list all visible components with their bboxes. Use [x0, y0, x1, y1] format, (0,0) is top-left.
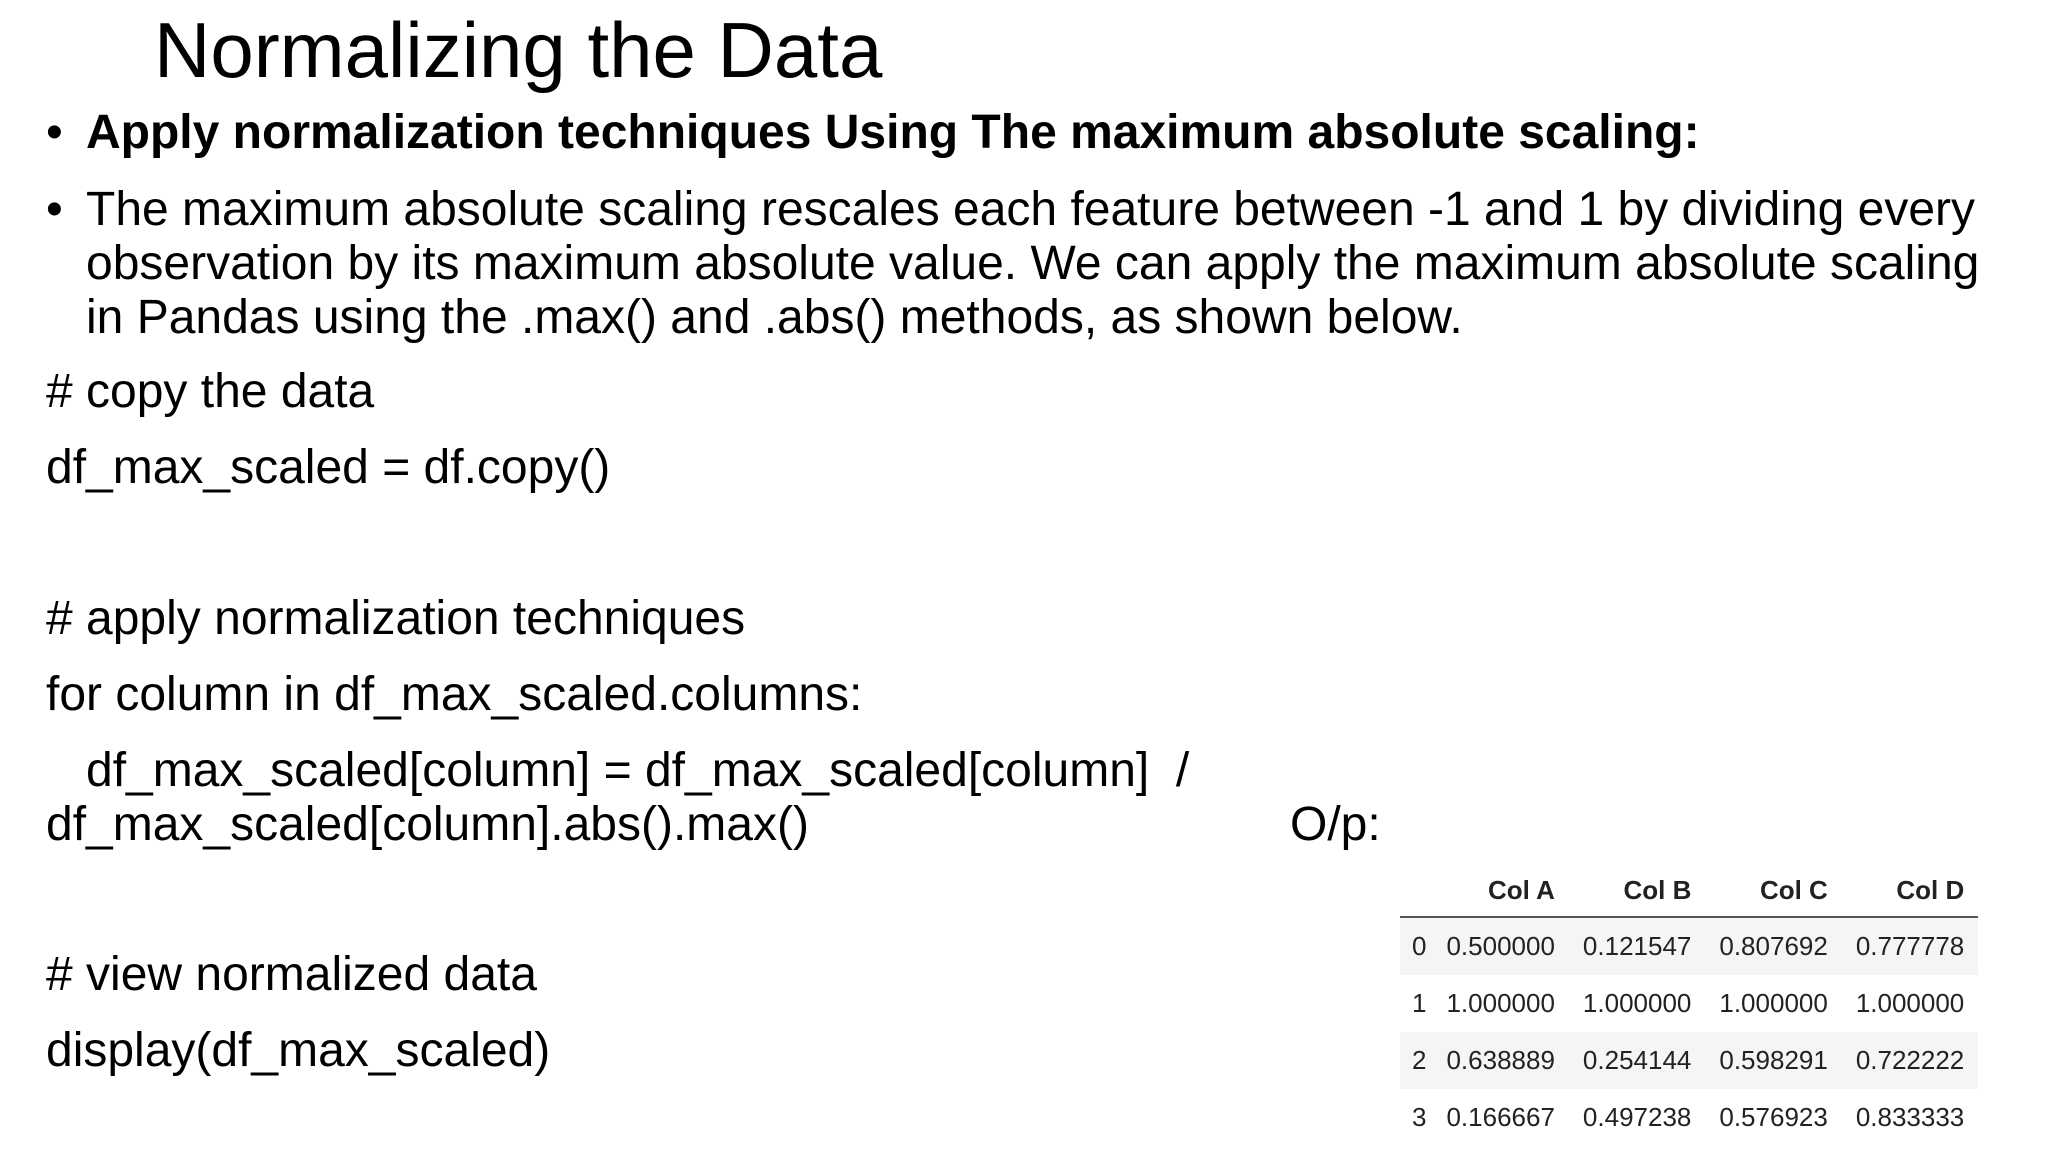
- table-header-cell: Col A: [1432, 866, 1568, 917]
- table-row-index: 3: [1412, 1102, 1427, 1132]
- table-cell: 1.000000: [1446, 988, 1555, 1018]
- dataframe-output-table: [1400, 866, 1978, 1146]
- table-row: [1400, 917, 1978, 975]
- code-for-loop: for column in df_max_scaled.columns:: [46, 668, 863, 721]
- output-label: O/p:: [1290, 798, 1381, 851]
- table-row-index: 0: [1400, 917, 1432, 975]
- table-row: [1400, 1089, 1978, 1146]
- table-cell: 0.497238: [1582, 1102, 1692, 1132]
- bullet-text-heading: Apply normalization techniques Using The maximum absolute scaling:: [86, 106, 1700, 159]
- table-row-index: 1: [1412, 988, 1427, 1018]
- table-cell: 0.638889: [1432, 1032, 1568, 1089]
- table-cell: 0.166667: [1446, 1102, 1555, 1132]
- table-cell: 1.000000: [1582, 988, 1692, 1018]
- code-display-call: display(df_max_scaled): [46, 1024, 551, 1077]
- table-cell: 1.000000: [1855, 988, 1965, 1018]
- table-row: [1400, 1032, 1978, 1089]
- table-header-cell: Col D: [1842, 866, 1978, 917]
- table-header-cell: Col B: [1569, 866, 1705, 917]
- table-cell: 0.722222: [1842, 1032, 1978, 1089]
- table-header-row: [1400, 866, 1978, 917]
- code-copy-statement: df_max_scaled = df.copy(): [46, 441, 611, 494]
- code-comment-view: # view normalized data: [46, 948, 537, 1001]
- table-header-index: [1400, 866, 1432, 917]
- code-comment-copy: # copy the data: [46, 365, 375, 418]
- code-assignment-continued: df_max_scaled[column].abs().max(): [46, 798, 809, 851]
- slide-title: Normalizing the Data: [154, 6, 883, 94]
- table-cell: 0.833333: [1855, 1102, 1965, 1132]
- bullet-item-heading: [46, 106, 1700, 160]
- table-cell: 0.807692: [1705, 917, 1841, 975]
- table-cell: 0.598291: [1705, 1032, 1841, 1089]
- bullet-text-description: The maximum absolute scaling rescales each feature between -1 and 1 by dividing every observation by its maximum absolute value. We can apply the maximum absolute scaling in Pandas using the .max() and .abs() methods, as shown below.: [86, 183, 1980, 344]
- bullet-item-description: [46, 183, 2006, 345]
- bullet-dot: •: [46, 106, 63, 159]
- table-header-cell: Col C: [1705, 866, 1841, 917]
- table-cell: 0.500000: [1432, 917, 1568, 975]
- table-cell: 1.000000: [1719, 988, 1828, 1018]
- code-assignment: df_max_scaled[column] = df_max_scaled[column] /: [46, 744, 1190, 797]
- table-row: [1400, 975, 1978, 1032]
- table-row-index: 2: [1400, 1032, 1432, 1089]
- table-cell: 0.576923: [1719, 1102, 1828, 1132]
- table-cell: 0.777778: [1842, 917, 1978, 975]
- code-comment-normalize: # apply normalization techniques: [46, 592, 746, 645]
- bullet-dot: •: [46, 183, 63, 236]
- table-cell: 0.254144: [1569, 1032, 1705, 1089]
- table-cell: 0.121547: [1569, 917, 1705, 975]
